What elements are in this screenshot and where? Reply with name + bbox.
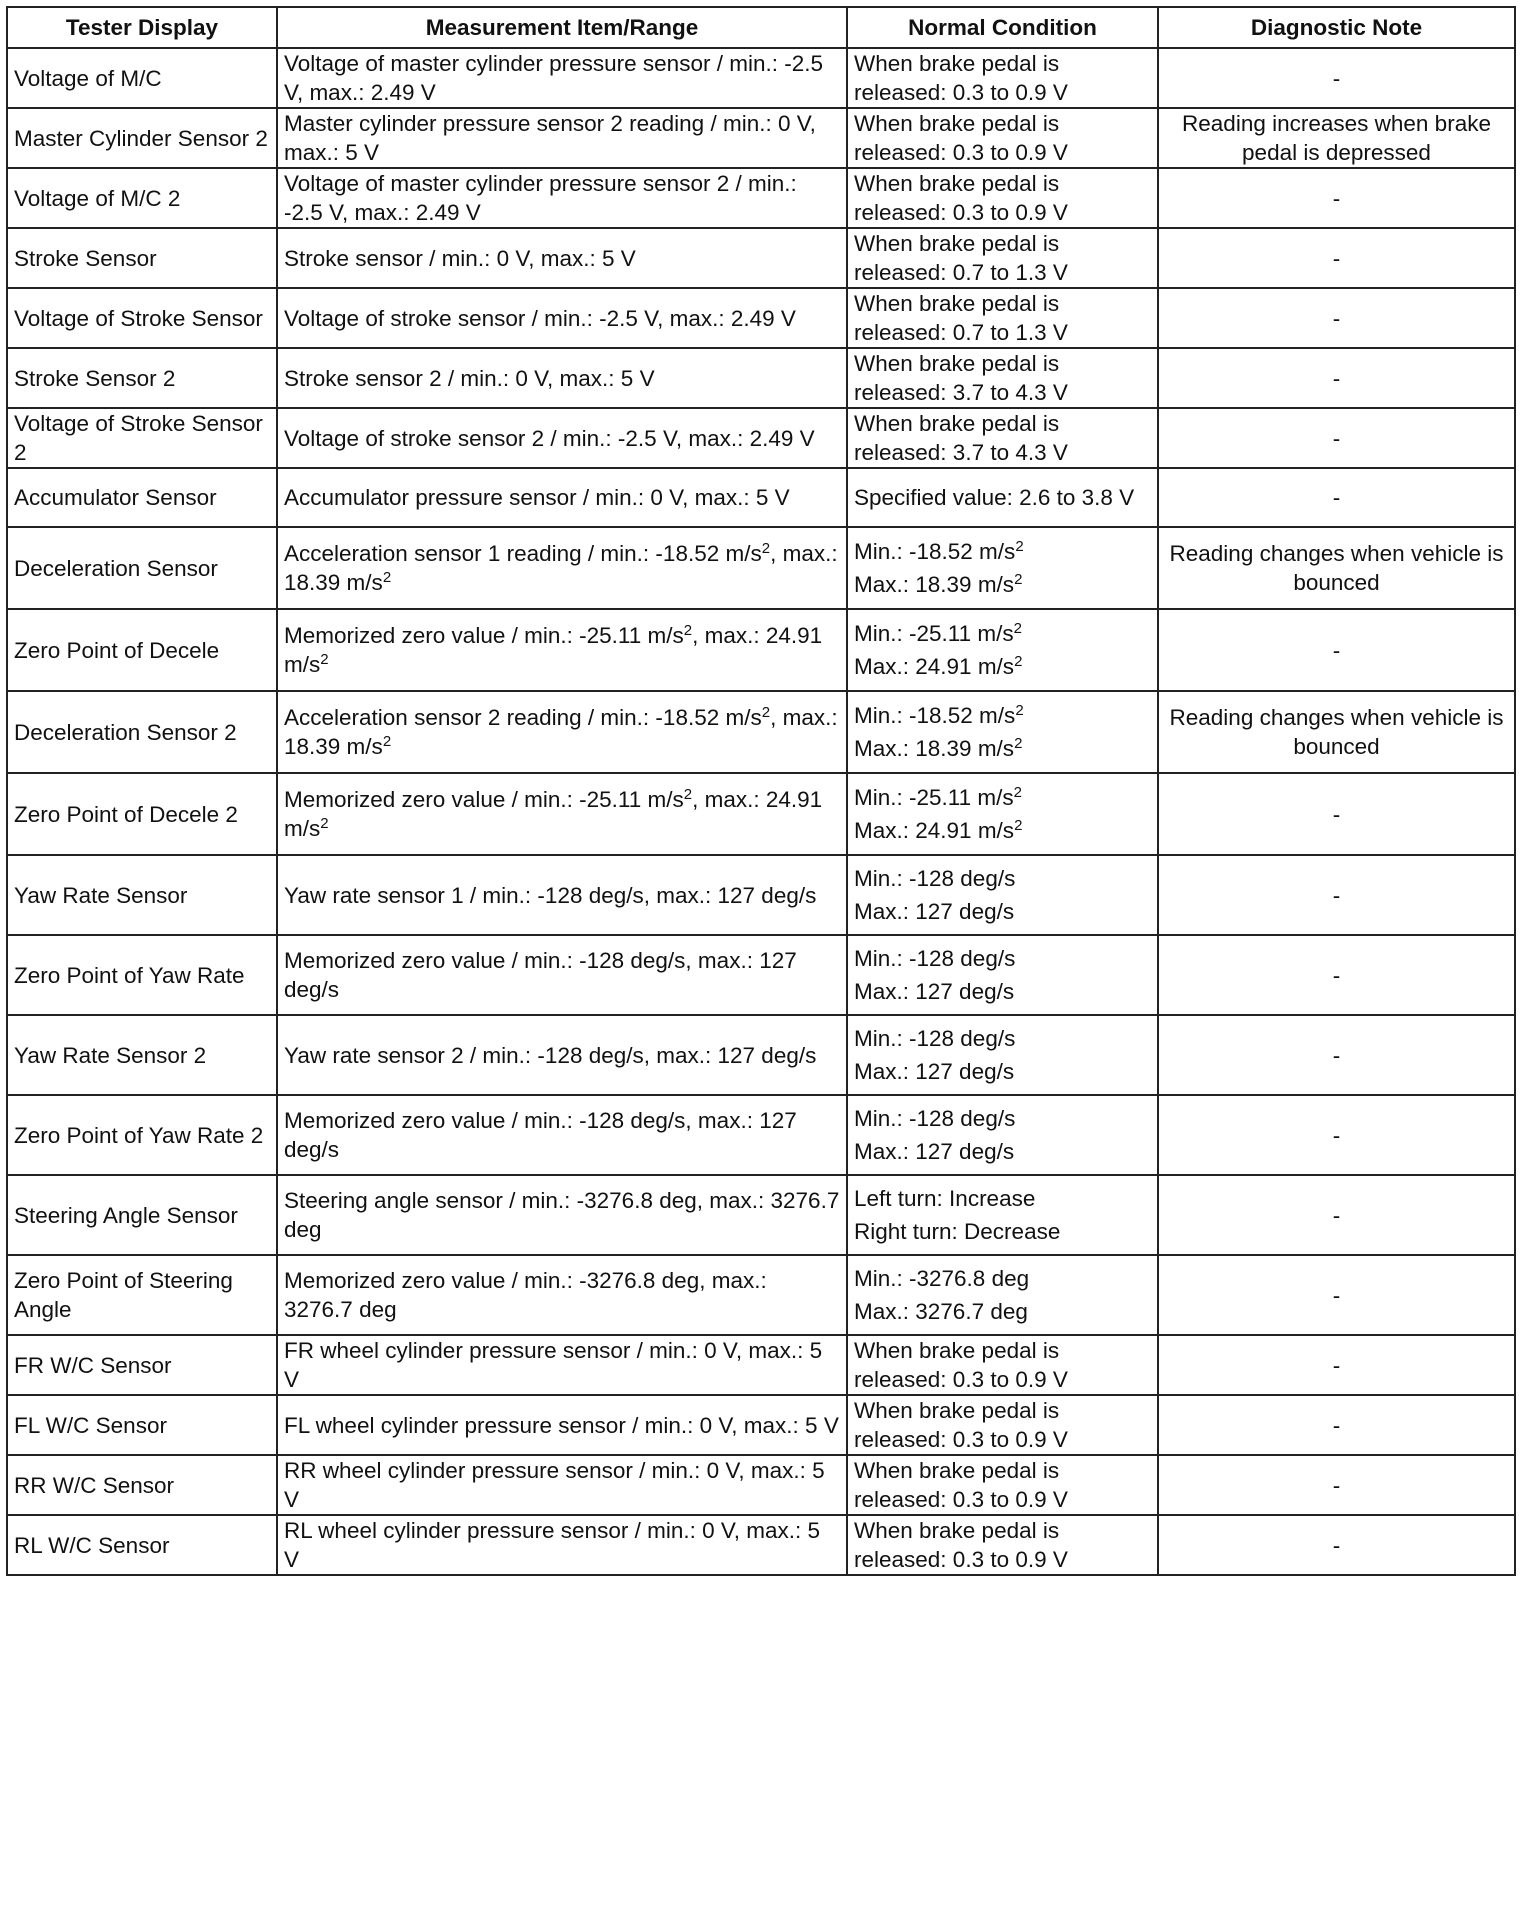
diagnostic-note-cell: -	[1158, 228, 1515, 288]
normal-condition-line: Max.: 3276.7 deg	[854, 1299, 1028, 1324]
header-row	[7, 7, 1515, 48]
diagnostic-note-cell: -	[1158, 1095, 1515, 1175]
normal-condition-line: When brake pedal is released: 0.7 to 1.3 V	[854, 231, 1068, 285]
table-row	[7, 1515, 1515, 1575]
tester-display-cell: Steering Angle Sensor	[7, 1175, 277, 1255]
normal-condition-line: When brake pedal is released: 3.7 to 4.3 V	[854, 411, 1068, 465]
table-row	[7, 1335, 1515, 1395]
tester-display-cell: Voltage of Stroke Sensor 2	[7, 408, 277, 468]
header-tester-display: Tester Display	[7, 7, 277, 48]
tester-display-cell: Zero Point of Yaw Rate	[7, 935, 277, 1015]
table-row	[7, 1175, 1515, 1255]
measurement-item-cell: Memorized zero value / min.: -25.11 $m/s^2$, max.: 24.91 $m/s^2$	[277, 773, 847, 855]
normal-condition-cell	[847, 1395, 1158, 1455]
normal-condition-cell	[847, 48, 1158, 108]
table-row	[7, 108, 1515, 168]
normal-condition-cell	[847, 1335, 1158, 1395]
table-row	[7, 348, 1515, 408]
normal-condition-line: Min.: -128 deg/s	[854, 1106, 1016, 1131]
tester-display-cell: Stroke Sensor 2	[7, 348, 277, 408]
measurement-item-cell: Voltage of stroke sensor / min.: -2.5 V, max.: 2.49 V	[277, 288, 847, 348]
diagnostic-note-cell: -	[1158, 348, 1515, 408]
normal-condition-line: Max.: 127 deg/s	[854, 1059, 1015, 1084]
tester-display-cell: Zero Point of Decele	[7, 609, 277, 691]
normal-condition-line: Max.: 18.39 $m/s^2$	[854, 571, 1023, 597]
diagnostic-note-cell: -	[1158, 408, 1515, 468]
measurement-item-cell: Voltage of stroke sensor 2 / min.: -2.5 V, max.: 2.49 V	[277, 408, 847, 468]
table-row	[7, 1095, 1515, 1175]
table-row	[7, 1395, 1515, 1455]
tester-display-cell: Yaw Rate Sensor 2	[7, 1015, 277, 1095]
normal-condition-line: When brake pedal is released: 0.3 to 0.9 V	[854, 1398, 1068, 1452]
measurement-item-cell: Voltage of master cylinder pressure sensor / min.: -2.5 V, max.: 2.49 V	[277, 48, 847, 108]
normal-condition-line: Right turn: Decrease	[854, 1219, 1061, 1244]
tester-display-cell: Voltage of Stroke Sensor	[7, 288, 277, 348]
table-row	[7, 855, 1515, 935]
normal-condition-line: Max.: 127 deg/s	[854, 979, 1015, 1004]
normal-condition-cell	[847, 773, 1158, 855]
measurement-item-cell: FL wheel cylinder pressure sensor / min.: 0 V, max.: 5 V	[277, 1395, 847, 1455]
diagnostic-note-cell: -	[1158, 1515, 1515, 1575]
normal-condition-line: When brake pedal is released: 0.3 to 0.9 V	[854, 1518, 1068, 1572]
normal-condition-cell	[847, 168, 1158, 228]
table-row	[7, 288, 1515, 348]
normal-condition-line: Min.: -18.52 $m/s^2$	[854, 538, 1024, 564]
diagnostic-note-cell: -	[1158, 1395, 1515, 1455]
table-row	[7, 609, 1515, 691]
diagnostic-note-cell: -	[1158, 1015, 1515, 1095]
tester-display-cell: Deceleration Sensor	[7, 527, 277, 609]
tester-display-cell: Voltage of M/C 2	[7, 168, 277, 228]
normal-condition-line: Left turn: Increase	[854, 1186, 1036, 1211]
tester-display-cell: Yaw Rate Sensor	[7, 855, 277, 935]
tester-display-cell: Voltage of M/C	[7, 48, 277, 108]
normal-condition-cell	[847, 1515, 1158, 1575]
diagnostic-note-cell: Reading changes when vehicle is bounced	[1158, 691, 1515, 773]
normal-condition-line: Specified value: 2.6 to 3.8 V	[854, 485, 1135, 510]
diagnostic-note-cell: -	[1158, 168, 1515, 228]
measurement-item-cell: Memorized zero value / min.: -3276.8 deg, max.: 3276.7 deg	[277, 1255, 847, 1335]
diagnostic-note-cell: -	[1158, 855, 1515, 935]
table-row	[7, 773, 1515, 855]
tester-display-cell: Master Cylinder Sensor 2	[7, 108, 277, 168]
measurement-item-cell: RR wheel cylinder pressure sensor / min.: 0 V, max.: 5 V	[277, 1455, 847, 1515]
normal-condition-line: Max.: 24.91 $m/s^2$	[854, 817, 1023, 843]
diagnostic-note-cell: Reading increases when brake pedal is depressed	[1158, 108, 1515, 168]
normal-condition-cell	[847, 855, 1158, 935]
table-row	[7, 1015, 1515, 1095]
measurement-item-cell: Acceleration sensor 1 reading / min.: -18.52 $m/s^2$, max.: 18.39 $m/s^2$	[277, 527, 847, 609]
normal-condition-cell	[847, 527, 1158, 609]
table-row	[7, 1455, 1515, 1515]
normal-condition-line: Min.: -128 deg/s	[854, 946, 1016, 971]
diagnostic-note-cell: -	[1158, 48, 1515, 108]
table-row	[7, 691, 1515, 773]
diagnostic-note-cell: -	[1158, 609, 1515, 691]
normal-condition-cell	[847, 1015, 1158, 1095]
diagnostic-note-cell: -	[1158, 1335, 1515, 1395]
normal-condition-cell	[847, 348, 1158, 408]
normal-condition-cell	[847, 935, 1158, 1015]
tester-display-cell: FL W/C Sensor	[7, 1395, 277, 1455]
tester-display-table	[6, 6, 1516, 1576]
tester-display-cell: FR W/C Sensor	[7, 1335, 277, 1395]
diagnostic-note-cell: Reading changes when vehicle is bounced	[1158, 527, 1515, 609]
normal-condition-cell	[847, 1255, 1158, 1335]
measurement-item-cell: Master cylinder pressure sensor 2 reading / min.: 0 V, max.: 5 V	[277, 108, 847, 168]
normal-condition-cell	[847, 288, 1158, 348]
measurement-item-cell: Stroke sensor / min.: 0 V, max.: 5 V	[277, 228, 847, 288]
measurement-item-cell: Memorized zero value / min.: -128 deg/s, max.: 127 deg/s	[277, 935, 847, 1015]
normal-condition-cell	[847, 1095, 1158, 1175]
normal-condition-cell	[847, 408, 1158, 468]
normal-condition-line: Max.: 127 deg/s	[854, 899, 1015, 924]
tester-display-cell: RL W/C Sensor	[7, 1515, 277, 1575]
measurement-item-cell: Voltage of master cylinder pressure sensor 2 / min.: -2.5 V, max.: 2.49 V	[277, 168, 847, 228]
normal-condition-cell	[847, 108, 1158, 168]
tester-display-cell: Zero Point of Decele 2	[7, 773, 277, 855]
header-diagnostic-note: Diagnostic Note	[1158, 7, 1515, 48]
tester-display-cell: Zero Point of Yaw Rate 2	[7, 1095, 277, 1175]
diagnostic-note-cell: -	[1158, 1455, 1515, 1515]
normal-condition-cell	[847, 691, 1158, 773]
tester-display-cell: Accumulator Sensor	[7, 468, 277, 527]
tester-display-cell: RR W/C Sensor	[7, 1455, 277, 1515]
measurement-item-cell: RL wheel cylinder pressure sensor / min.: 0 V, max.: 5 V	[277, 1515, 847, 1575]
normal-condition-line: Min.: -25.11 $m/s^2$	[854, 784, 1022, 810]
normal-condition-line: Min.: -3276.8 deg	[854, 1266, 1030, 1291]
normal-condition-line: When brake pedal is released: 0.3 to 0.9 V	[854, 1458, 1068, 1512]
table-row	[7, 468, 1515, 527]
table-row	[7, 168, 1515, 228]
diagnostic-note-cell: -	[1158, 935, 1515, 1015]
measurement-item-cell: FR wheel cylinder pressure sensor / min.: 0 V, max.: 5 V	[277, 1335, 847, 1395]
normal-condition-line: When brake pedal is released: 0.3 to 0.9 V	[854, 51, 1068, 105]
normal-condition-line: Max.: 127 deg/s	[854, 1139, 1015, 1164]
measurement-item-cell: Yaw rate sensor 2 / min.: -128 deg/s, max.: 127 deg/s	[277, 1015, 847, 1095]
normal-condition-line: Min.: -128 deg/s	[854, 866, 1016, 891]
normal-condition-cell	[847, 1175, 1158, 1255]
normal-condition-cell	[847, 609, 1158, 691]
normal-condition-line: Min.: -25.11 $m/s^2$	[854, 620, 1022, 646]
tester-display-cell: Zero Point of Steering Angle	[7, 1255, 277, 1335]
table-row	[7, 1255, 1515, 1335]
normal-condition-line: Max.: 18.39 $m/s^2$	[854, 735, 1023, 761]
tester-display-cell: Deceleration Sensor 2	[7, 691, 277, 773]
normal-condition-line: When brake pedal is released: 3.7 to 4.3 V	[854, 351, 1068, 405]
measurement-item-cell: Yaw rate sensor 1 / min.: -128 deg/s, max.: 127 deg/s	[277, 855, 847, 935]
table-body	[7, 48, 1515, 1575]
table-row	[7, 408, 1515, 468]
measurement-item-cell: Memorized zero value / min.: -25.11 $m/s^2$, max.: 24.91 $m/s^2$	[277, 609, 847, 691]
measurement-item-cell: Acceleration sensor 2 reading / min.: -18.52 $m/s^2$, max.: 18.39 $m/s^2$	[277, 691, 847, 773]
normal-condition-cell	[847, 1455, 1158, 1515]
header-measurement-item: Measurement Item/Range	[277, 7, 847, 48]
normal-condition-cell	[847, 228, 1158, 288]
normal-condition-line: Min.: -128 deg/s	[854, 1026, 1016, 1051]
measurement-item-cell: Stroke sensor 2 / min.: 0 V, max.: 5 V	[277, 348, 847, 408]
table-row	[7, 935, 1515, 1015]
normal-condition-line: Min.: -18.52 $m/s^2$	[854, 702, 1024, 728]
diagnostic-note-cell: -	[1158, 288, 1515, 348]
normal-condition-line: Max.: 24.91 $m/s^2$	[854, 653, 1023, 679]
normal-condition-line: When brake pedal is released: 0.3 to 0.9 V	[854, 111, 1068, 165]
normal-condition-line: When brake pedal is released: 0.3 to 0.9 V	[854, 1338, 1068, 1392]
table-row	[7, 527, 1515, 609]
normal-condition-line: When brake pedal is released: 0.3 to 0.9 V	[854, 171, 1068, 225]
measurement-item-cell: Steering angle sensor / min.: -3276.8 deg, max.: 3276.7 deg	[277, 1175, 847, 1255]
normal-condition-line: When brake pedal is released: 0.7 to 1.3 V	[854, 291, 1068, 345]
header-normal-condition: Normal Condition	[847, 7, 1158, 48]
diagnostic-note-cell: -	[1158, 1175, 1515, 1255]
diagnostic-note-cell: -	[1158, 1255, 1515, 1335]
diagnostic-note-cell: -	[1158, 773, 1515, 855]
table-row	[7, 48, 1515, 108]
normal-condition-cell	[847, 468, 1158, 527]
table-row	[7, 228, 1515, 288]
measurement-item-cell: Accumulator pressure sensor / min.: 0 V, max.: 5 V	[277, 468, 847, 527]
diagnostic-note-cell: -	[1158, 468, 1515, 527]
tester-display-cell: Stroke Sensor	[7, 228, 277, 288]
measurement-item-cell: Memorized zero value / min.: -128 deg/s, max.: 127 deg/s	[277, 1095, 847, 1175]
